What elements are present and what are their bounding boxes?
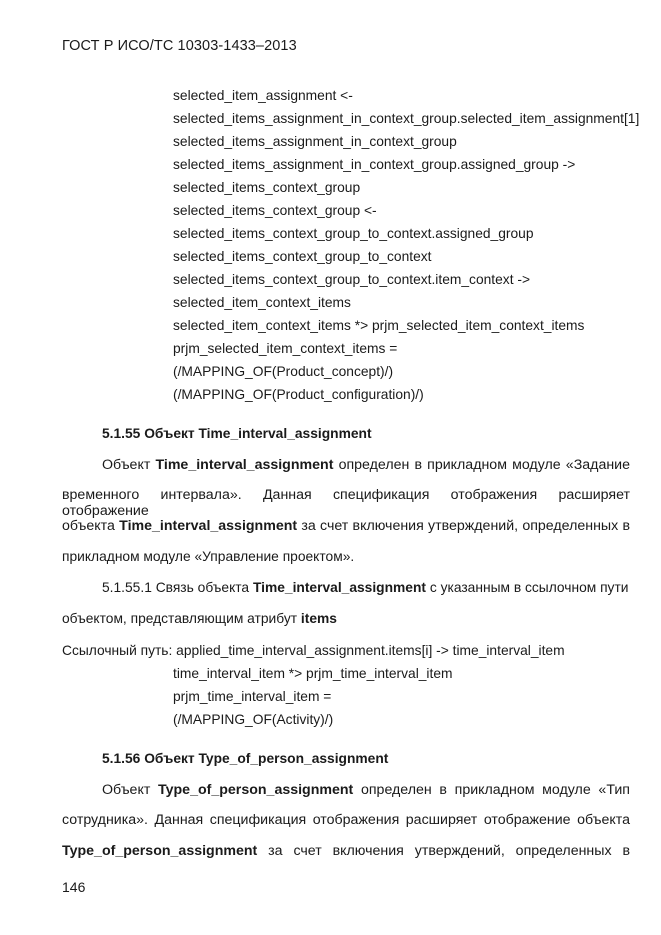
mapping-line: selected_items_context_group <-: [173, 203, 377, 218]
paragraph-line: [62, 812, 630, 828]
section-heading-5156: 5.1.56 Объект Type_of_person_assignment: [102, 751, 389, 766]
mapping-line: selected_item_context_items *> prjm_selected_item_context_items: [173, 318, 585, 333]
mapping-line: selected_item_context_items: [173, 295, 351, 310]
entity-name: Time_interval_assignment: [155, 457, 334, 473]
subsection-text: с указанным в ссылочном пути: [429, 580, 629, 595]
paragraph-text: Объект: [102, 782, 151, 798]
mapping-line: prjm_time_interval_item =: [173, 689, 332, 704]
subsection-text: 5.1.55.1 Связь объекта: [102, 580, 250, 595]
mapping-line: selected_items_context_group: [173, 180, 361, 195]
mapping-line: applied_time_interval_assignment.items[i] -> time_interval_item: [176, 643, 565, 658]
document-header: ГОСТ Р ИСО/ТС 10303-1433–2013: [62, 38, 297, 54]
mapping-line: selected_items_context_group_to_context.assigned_group: [173, 226, 534, 241]
mapping-line: selected_items_assignment_in_context_group: [173, 134, 457, 149]
reference-path: [62, 643, 565, 658]
paragraph-line: [62, 843, 630, 859]
paragraph-line: [62, 518, 630, 534]
attribute-name: items: [300, 611, 337, 626]
paragraph-line: [62, 782, 630, 798]
reference-path-label: Ссылочный путь:: [62, 643, 173, 658]
paragraph-text: объекта: [62, 518, 115, 534]
mapping-line: (/MAPPING_OF(Activity)/): [173, 712, 334, 727]
entity-name: Time_interval_assignment: [252, 580, 427, 595]
mapping-line: selected_items_context_group_to_context.item_context ->: [173, 272, 531, 287]
entity-name: Time_interval_assignment: [119, 518, 298, 534]
mapping-line: selected_items_assignment_in_context_group.selected_item_assignment[1]: [173, 111, 640, 126]
paragraph-text: определен в прикладном модуле «Тип: [360, 782, 630, 798]
mapping-line: (/MAPPING_OF(Product_concept)/): [173, 364, 394, 379]
paragraph-line: [62, 487, 630, 519]
paragraph-text: прикладном модуле «Управление проектом».: [62, 549, 355, 564]
paragraph-text: за счет включения утверждений, определенных в: [301, 518, 630, 534]
paragraph-text: временного интервала». Данная спецификация отображения расширяет отображение: [62, 487, 630, 519]
subsection-line: [62, 611, 337, 626]
subsection-text: объектом, представляющим атрибут: [62, 611, 298, 626]
paragraph-line: [62, 457, 630, 473]
paragraph-text: за счет включения утверждений, определенных в: [268, 843, 630, 859]
mapping-line: time_interval_item *> prjm_time_interval_item: [173, 666, 453, 681]
entity-name: Type_of_person_assignment: [158, 782, 354, 798]
mapping-line: selected_items_assignment_in_context_group.assigned_group ->: [173, 157, 576, 172]
paragraph-text: сотрудника». Данная спецификация отображения расширяет отображение объекта: [62, 812, 630, 828]
paragraph-text: Объект: [102, 457, 151, 473]
paragraph-text: определен в прикладном модуле «Задание: [338, 457, 630, 473]
mapping-line: selected_item_assignment <-: [173, 88, 353, 103]
section-heading-5155: 5.1.55 Объект Time_interval_assignment: [102, 426, 372, 441]
mapping-line: selected_items_context_group_to_context: [173, 249, 432, 264]
mapping-line: prjm_selected_item_context_items =: [173, 341, 398, 356]
mapping-line: (/MAPPING_OF(Product_configuration)/): [173, 387, 424, 402]
entity-name: Type_of_person_assignment: [62, 843, 258, 859]
subsection-line: [102, 580, 628, 595]
page-number: 146: [62, 879, 86, 895]
